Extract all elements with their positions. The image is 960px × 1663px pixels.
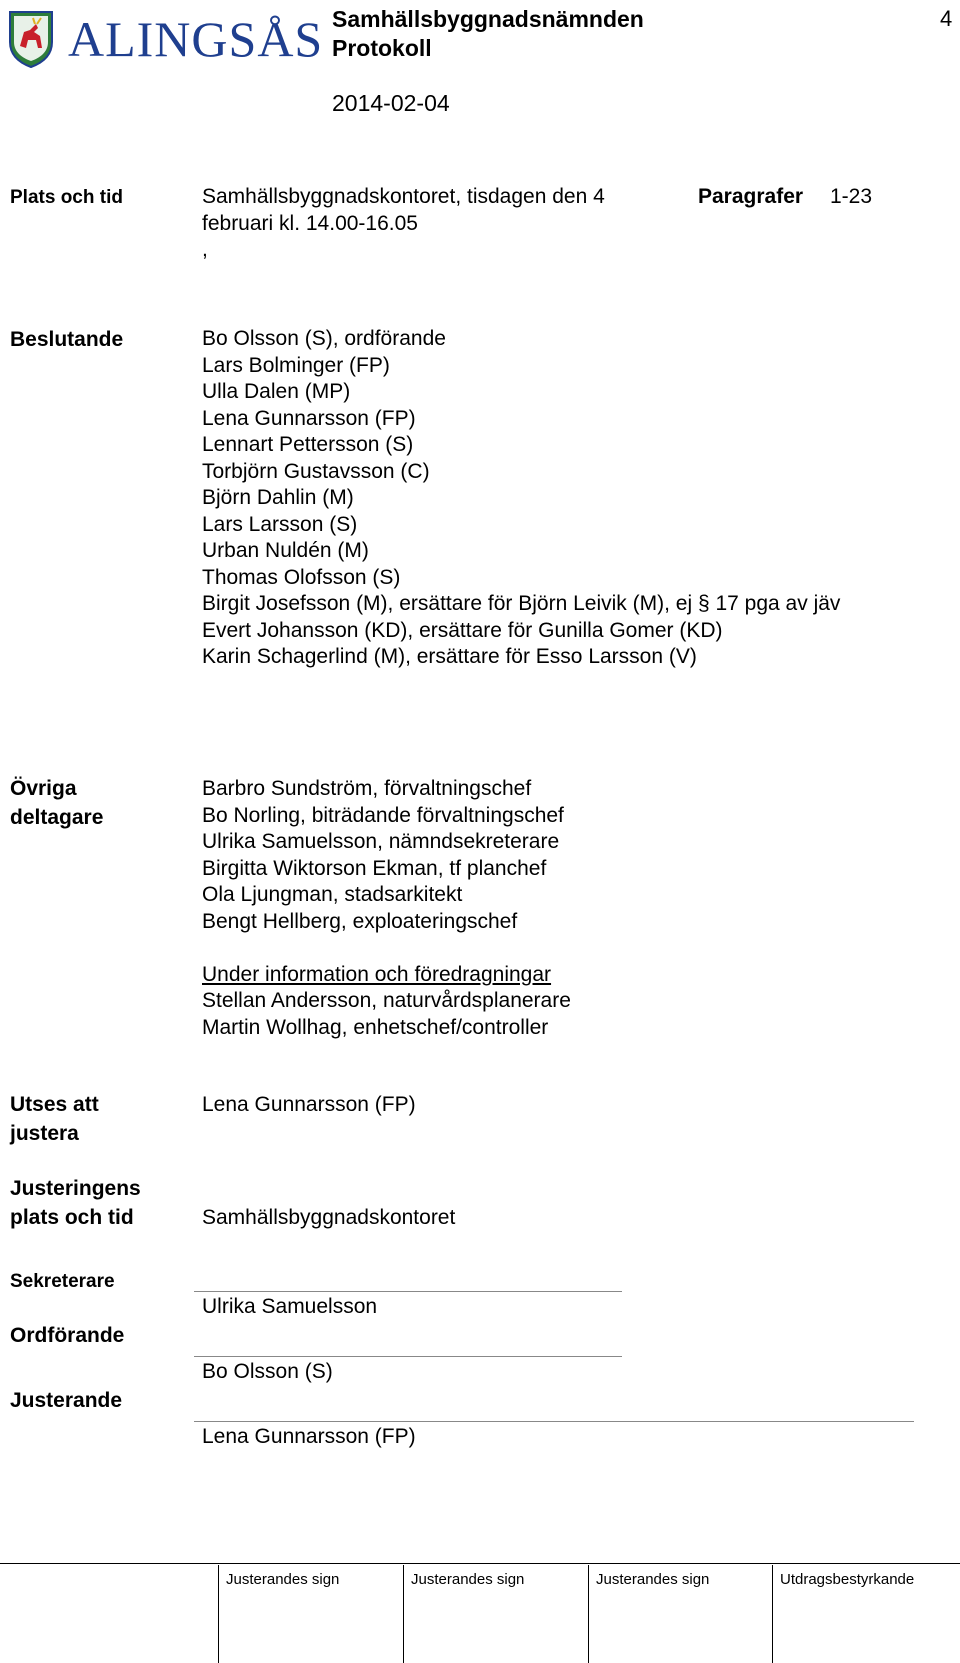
place-time-line: , — [202, 238, 208, 261]
paragraphs-value: 1-23 — [830, 185, 873, 208]
footer-rule — [0, 1563, 960, 1564]
footer-divider — [588, 1565, 589, 1663]
info-heading: Under information och föredragningar — [202, 963, 552, 986]
list-item: Evert Johansson (KD), ersättare för Gunilla Gomer (KD) — [202, 618, 723, 642]
list-item: Birgit Josefsson (M), ersättare för Björn Leivik (M), ej § 17 pga av jäv — [202, 592, 841, 615]
meeting-date: 2014-02-04 — [332, 90, 450, 116]
list-item: Lena Gunnarsson (FP) — [202, 406, 416, 430]
document-type: Protokoll — [332, 35, 432, 61]
logo-wordmark: ALINGSÅS — [68, 11, 324, 67]
paragraphs-label: Paragrafer — [698, 185, 804, 208]
page-number: 4 — [940, 6, 953, 31]
footer-adjuster-sign: Justerandes sign — [411, 1571, 525, 1588]
adjuster-name: Lena Gunnarsson (FP) — [202, 1425, 416, 1448]
adjuster-label: Justerande — [10, 1389, 123, 1412]
list-item: Torbjörn Gustavsson (C) — [202, 459, 430, 483]
footer-adjuster-sign: Justerandes sign — [226, 1571, 340, 1588]
decision-makers-list — [202, 326, 840, 671]
list-item: Ola Ljungman, stadsarkitekt — [202, 883, 463, 906]
chair-signature-line — [194, 1356, 622, 1357]
committee-name: Samhällsbyggnadsnämnden — [332, 6, 644, 32]
place-time-value — [202, 184, 605, 264]
list-item: Stellan Andersson, naturvårdsplanerare — [202, 989, 571, 1012]
list-item: Martin Wollhag, enhetschef/controller — [202, 1015, 549, 1039]
list-item: Ulla Dalen (MP) — [202, 380, 351, 403]
other-participants-list — [202, 776, 564, 935]
label-line: Justeringens — [10, 1177, 141, 1200]
secretary-name: Ulrika Samuelsson — [202, 1295, 378, 1318]
label-line: plats och tid — [10, 1206, 134, 1229]
chair-name: Bo Olsson (S) — [202, 1360, 333, 1383]
adjustment-place-value: Samhällsbyggnadskontoret — [202, 1206, 456, 1229]
list-item: Bo Norling, biträdande förvaltningschef — [202, 803, 564, 827]
list-item: Urban Nuldén (M) — [202, 539, 369, 562]
adjuster-signature-line — [194, 1421, 914, 1422]
label-line: deltagare — [10, 806, 104, 829]
info-participants-list — [202, 988, 571, 1041]
list-item: Thomas Olofsson (S) — [202, 565, 401, 589]
secretary-signature-line — [194, 1291, 622, 1292]
footer-divider — [403, 1565, 404, 1663]
list-item: Bo Olsson (S), ordförande — [202, 327, 446, 350]
list-item: Karin Schagerlind (M), ersättare för Esso Larsson (V) — [202, 645, 697, 668]
list-item: Bengt Hellberg, exploateringschef — [202, 909, 518, 933]
footer-extract-certification: Utdragsbestyrkande — [780, 1571, 915, 1588]
list-item: Björn Dahlin (M) — [202, 486, 354, 509]
adjustment-place-label — [10, 1174, 141, 1232]
footer-adjuster-sign: Justerandes sign — [596, 1571, 710, 1588]
appointed-adjuster-value: Lena Gunnarsson (FP) — [202, 1093, 416, 1116]
label-line: Övriga — [10, 777, 77, 800]
list-item: Barbro Sundström, förvaltningschef — [202, 777, 532, 800]
label-line: Utses att — [10, 1093, 99, 1116]
coat-of-arms-icon — [8, 10, 54, 68]
place-time-line: februari kl. 14.00-16.05 — [202, 211, 418, 235]
label-line: justera — [10, 1122, 79, 1145]
list-item: Lars Bolminger (FP) — [202, 353, 390, 377]
footer-divider — [218, 1565, 219, 1663]
place-time-line: Samhällsbyggnadskontoret, tisdagen den 4 — [202, 185, 605, 208]
appointed-adjuster-label — [10, 1090, 99, 1148]
list-item: Lennart Pettersson (S) — [202, 433, 414, 456]
chair-label: Ordförande — [10, 1324, 125, 1347]
list-item: Birgitta Wiktorson Ekman, tf planchef — [202, 856, 547, 880]
secretary-label: Sekreterare — [10, 1271, 115, 1292]
other-participants-label — [10, 774, 103, 832]
decision-makers-label: Beslutande — [10, 328, 124, 351]
footer-divider — [772, 1565, 773, 1663]
place-time-label: Plats och tid — [10, 187, 123, 208]
list-item: Ulrika Samuelsson, nämndsekreterare — [202, 830, 560, 853]
list-item: Lars Larsson (S) — [202, 512, 358, 536]
alingsas-logo — [8, 8, 324, 70]
